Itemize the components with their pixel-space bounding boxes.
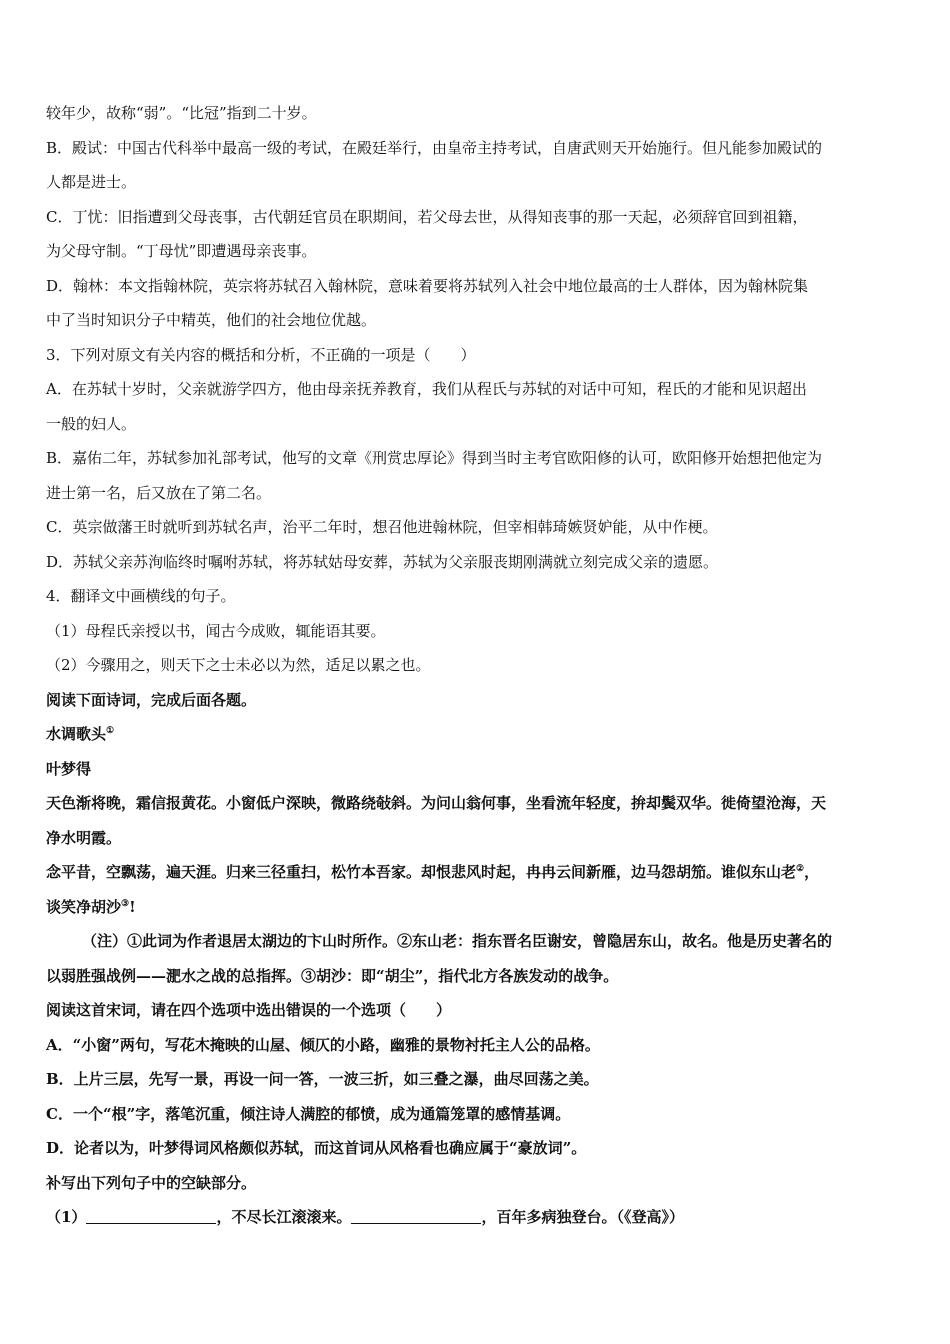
text-line: 人都是进士。: [46, 173, 137, 191]
poem-notes: （注）①此词为作者退居太湖边的卞山时所作。②东山老：指东晋名臣谢安，曾隐居东山，故名。他是历史著名的: [82, 932, 833, 950]
q4-sentence-2: （2）今骤用之，则天下之士未必以为然，适足以累之也。: [46, 656, 431, 674]
section-heading-poem: 阅读下面诗词，完成后面各题。: [46, 690, 257, 709]
text-line: 一般的妇人。: [46, 414, 137, 433]
poem-option-c: C．一个“根”字，落笔沉重，倾注诗人满腔的郁愤，成为通篇笼罩的感情基调。: [46, 1104, 571, 1123]
q3-option-b: B．嘉佑二年，苏轼参加礼部考试，他写的文章《刑赏忠厚论》得到当时主考官欧阳修的认可，欧阳修开始想把他定为: [46, 449, 823, 467]
question-4: 4．翻译文中画横线的句子。: [46, 587, 236, 605]
poem-option-a: A．“小窗”两句，写花木掩映的山屋、倾仄的小路，幽雅的景物衬托主人公的品格。: [46, 1035, 600, 1054]
poem-option-d: D．论者以为，叶梦得词风格颇似苏轼，而这首词从风格看也确应属于“豪放词”。: [46, 1139, 587, 1157]
fill-blank-1: （1） ，不尽长江滚滚来。 ，百年多病独登台。（《登高》）: [46, 1208, 684, 1226]
poem-option-b: B．上片三层，先写一景，再设一问一答，一波三折，如三叠之瀑，曲尽回荡之美。: [46, 1070, 599, 1088]
text-line: 进士第一名，后又放在了第二名。: [46, 483, 272, 502]
answer-blank[interactable]: [351, 1207, 481, 1224]
poem-author: 叶梦得: [46, 759, 92, 778]
poem-title: 水调歌头①: [46, 725, 115, 743]
question-poem: 阅读这首宋词，请在四个选项中选出错误的一个选项（ ）: [46, 1001, 452, 1019]
text-line: 较年少，故称“弱”。“比冠”指到二十岁。: [46, 104, 317, 122]
poem-verse-line: 天色渐将晚，霜信报黄花。小窗低户深映，微路绕敧斜。为问山翁何事，坐看流年轻度，拚却鬓双华。徙倚望沧海，天: [46, 794, 827, 812]
text-line: 中了当时知识分子中精英，他们的社会地位优越。: [46, 311, 377, 329]
q3-option-a: A．在苏轼十岁时，父亲就游学四方，他由母亲抚养教育，我们从程氏与苏轼的对话中可知，程氏的才能和见识超出: [46, 380, 807, 398]
option-d-hanlin: D．翰林：本文指翰林院，英宗将苏轼召入翰林院，意味着要将苏轼列入社会中地位最高的士人群体，因为翰林院集: [46, 276, 809, 295]
option-c-dingyou: C．丁忧：旧指遭到父母丧事，古代朝廷官员在职期间，若父母去世，从得知丧事的那一天起，必须辞官回到祖籍，: [46, 207, 808, 226]
answer-blank[interactable]: [86, 1207, 216, 1224]
poem-verse-line: 谈笑净胡沙③!: [46, 897, 136, 916]
text-line: 为父母守制。“丁母忧”即遭遇母亲丧事。: [46, 242, 317, 260]
section-heading-fill: 补写出下列句子中的空缺部分。: [46, 1173, 257, 1192]
q3-option-d: D．苏轼父亲苏洵临终时嘱咐苏轼，将苏轼姑母安葬，苏轼为父亲服丧期刚满就立刻完成父亲的遗愿。: [46, 552, 719, 571]
document-page: [46, 96, 908, 1235]
poem-notes-cont: 以弱胜强战例——淝水之战的总指挥。③胡沙：即“胡尘”，指代北方各族发动的战争。: [46, 966, 619, 985]
poem-verse-line: 净水明霞。: [46, 828, 122, 847]
poem-verse-line: 念平昔，空飘荡，遍天涯。归来三径重扫，松竹本吾家。却恨悲风时起，冉冉云间新雁，边马怨胡笳。谁似东山老②，: [46, 863, 820, 881]
question-3: 3．下列对原文有关内容的概括和分析，不正确的一项是（ ）: [46, 345, 476, 364]
q3-option-c: C．英宗做藩王时就听到苏轼名声，治平二年时，想召他进翰林院，但宰相韩琦嫉贤妒能，从中作梗。: [46, 518, 718, 536]
option-b-dianshi: B．殿试：中国古代科举中最高一级的考试，在殿廷举行，由皇帝主持考试，自唐武则天开始施行。但凡能参加殿试的: [46, 138, 823, 157]
q4-sentence-1: （1）母程氏亲授以书，闻古今成败，辄能语其要。: [46, 621, 386, 640]
